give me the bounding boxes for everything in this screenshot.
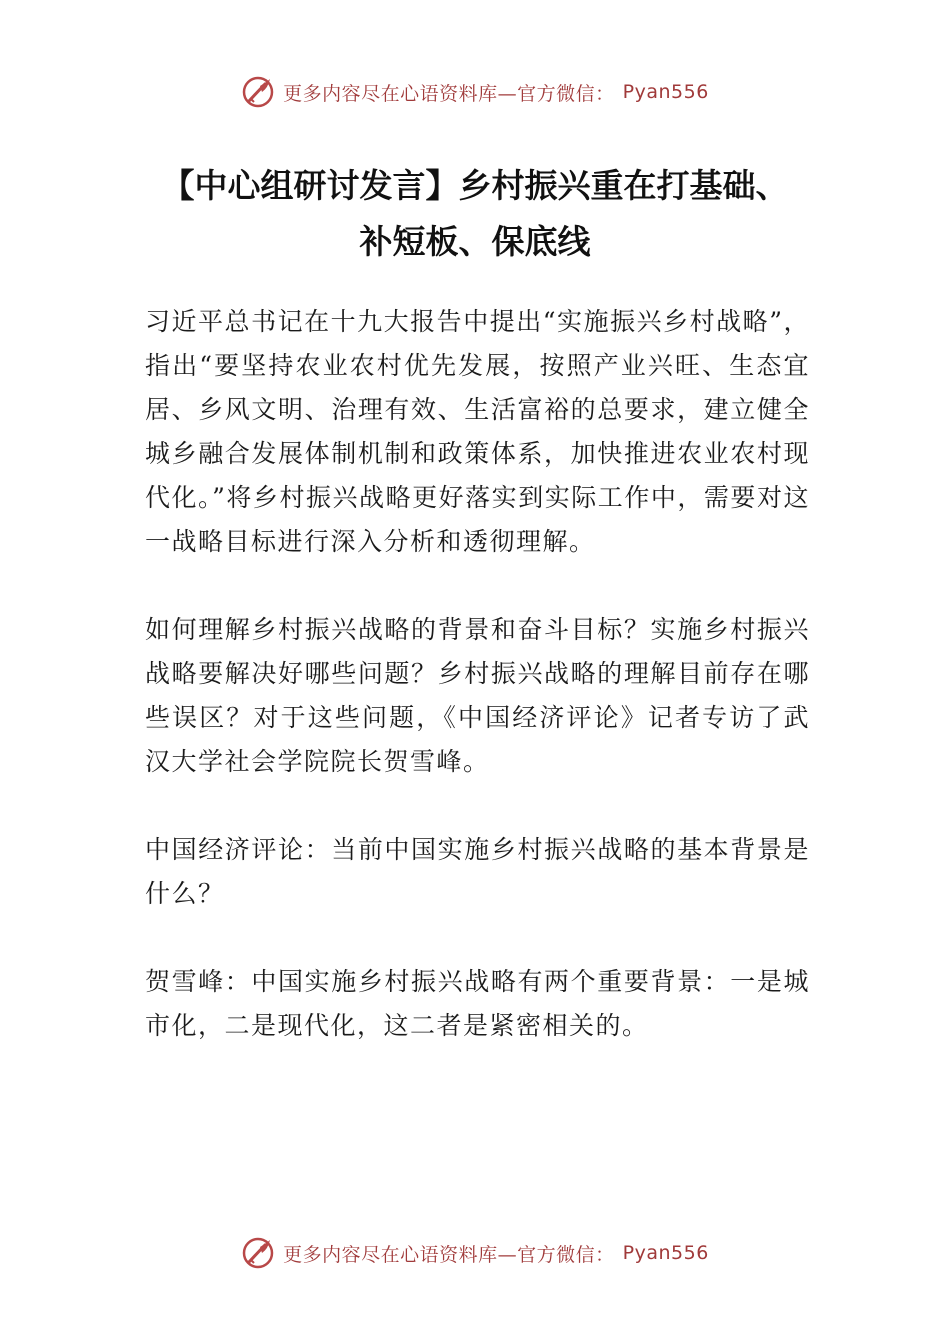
article-body	[145, 300, 810, 1092]
banner-text: 更多内容尽在心语资料库—官方微信：	[283, 82, 615, 105]
wechat-id: Pyan556	[622, 1242, 709, 1264]
title-line-1: 【中心组研讨发言】乡村振兴重在打基础、	[161, 166, 789, 205]
article-title	[60, 158, 890, 270]
paragraph: 如何理解乡村振兴战略的背景和奋斗目标？实施乡村振兴战略要解决好哪些问题？乡村振兴战略的理解目前存在哪些误区？对于这些问题，《中国经济评论》记者专访了武汉大学社会学院院长贺雪峰。	[145, 615, 810, 776]
quill-logo-icon	[241, 1236, 275, 1270]
banner-text: 更多内容尽在心语资料库—官方微信：	[283, 1243, 615, 1266]
wechat-id: Pyan556	[622, 81, 709, 103]
paragraph: 中国经济评论：当前中国实施乡村振兴战略的基本背景是什么？	[145, 835, 810, 908]
quill-logo-icon	[241, 75, 275, 109]
paragraph: 贺雪峰：中国实施乡村振兴战略有两个重要背景：一是城市化，二是现代化，这二者是紧密相关的。	[145, 967, 810, 1040]
paragraph: 习近平总书记在十九大报告中提出“实施振兴乡村战略”，指出“要坚持农业农村优先发展，按照产业兴旺、生态宜居、乡风文明、治理有效、生活富裕的总要求，建立健全城乡融合发展体制机制和政策体系，加快推进农业农村现代化。”将乡村振兴战略更好落实到实际工作中，需要对这一战略目标进行深入分析和透彻理解。	[145, 307, 810, 556]
footer-banner	[0, 1233, 950, 1273]
header-banner	[0, 72, 950, 112]
title-line-2: 补短板、保底线	[359, 222, 591, 261]
